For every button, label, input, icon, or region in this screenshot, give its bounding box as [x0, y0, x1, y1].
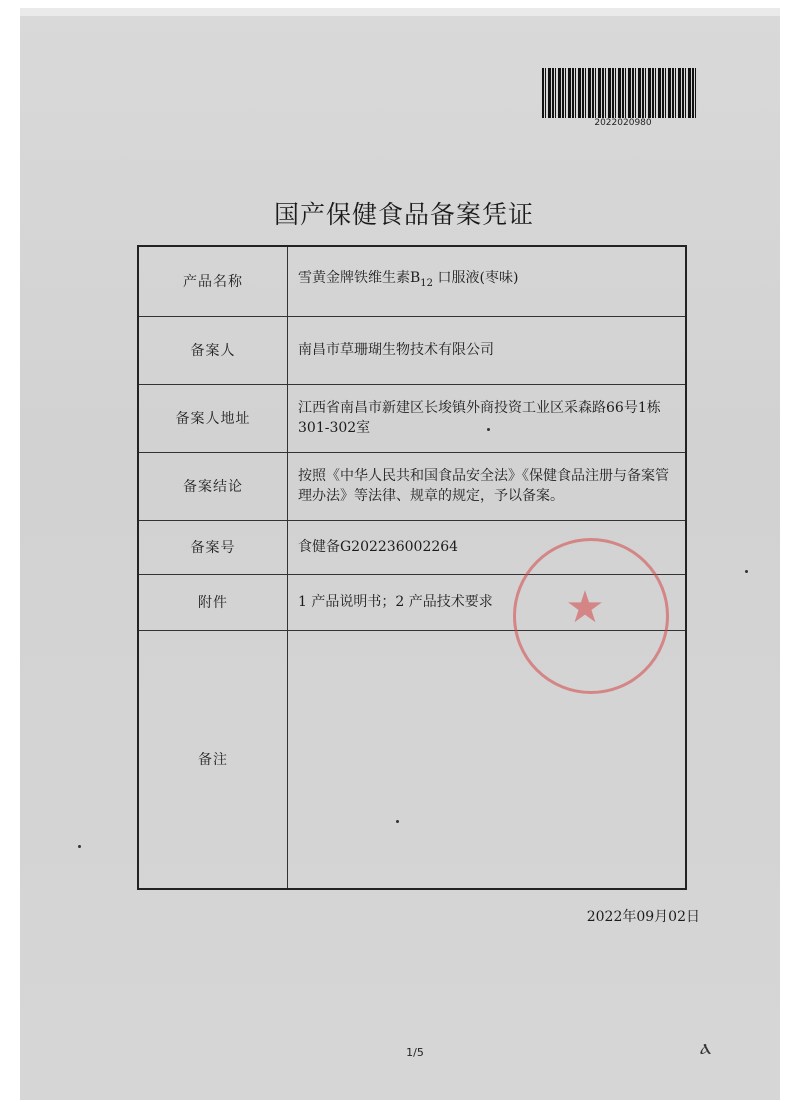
barcode-number: 2022020980	[594, 118, 652, 128]
value-conclusion: 按照《中华人民共和国食品安全法》《保健食品注册与备案管理办法》等法律、规章的规定，予以备案。	[288, 452, 687, 520]
row-registrant	[138, 316, 686, 384]
row-conclusion	[138, 452, 686, 520]
row-product-name	[138, 246, 686, 316]
label-remarks: 备注	[138, 630, 288, 889]
seal-star-icon: ★	[565, 582, 605, 633]
label-conclusion: 备案结论	[138, 452, 288, 520]
page-number: 1/5	[406, 1046, 424, 1059]
speck	[396, 820, 399, 823]
barcode	[542, 68, 698, 118]
page-top-edge	[20, 8, 780, 16]
value-product-name-main: 雪黄金牌铁维生素B	[298, 270, 421, 287]
value-address: 江西省南昌市新建区长埈镇外商投资工业区采森路66号1栋301-302室	[288, 384, 687, 452]
speck	[745, 570, 748, 573]
value-product-name-tail: 口服液(枣味)	[433, 270, 519, 287]
speck	[78, 845, 81, 848]
issue-date: 2022年09月02日	[586, 909, 700, 925]
label-registrant: 备案人	[138, 316, 288, 384]
label-address: 备案人地址	[138, 384, 288, 452]
value-product-name	[288, 246, 687, 316]
value-attachments: 1 产品说明书；2 产品技术要求	[288, 574, 687, 630]
label-product-name: 产品名称	[138, 246, 288, 316]
label-attachments: 附件	[138, 574, 288, 630]
value-registrant: 南昌市草珊瑚生物技术有限公司	[288, 316, 687, 384]
document-title: 国产保健食品备案凭证	[273, 200, 534, 229]
row-address	[138, 384, 686, 452]
value-product-name-sub: 12	[420, 278, 434, 290]
handwritten-mark: ⲁ	[700, 1035, 711, 1060]
value-record-number: 食健备G202236002264	[288, 520, 687, 574]
speck	[487, 428, 490, 431]
label-record-number: 备案号	[138, 520, 288, 574]
